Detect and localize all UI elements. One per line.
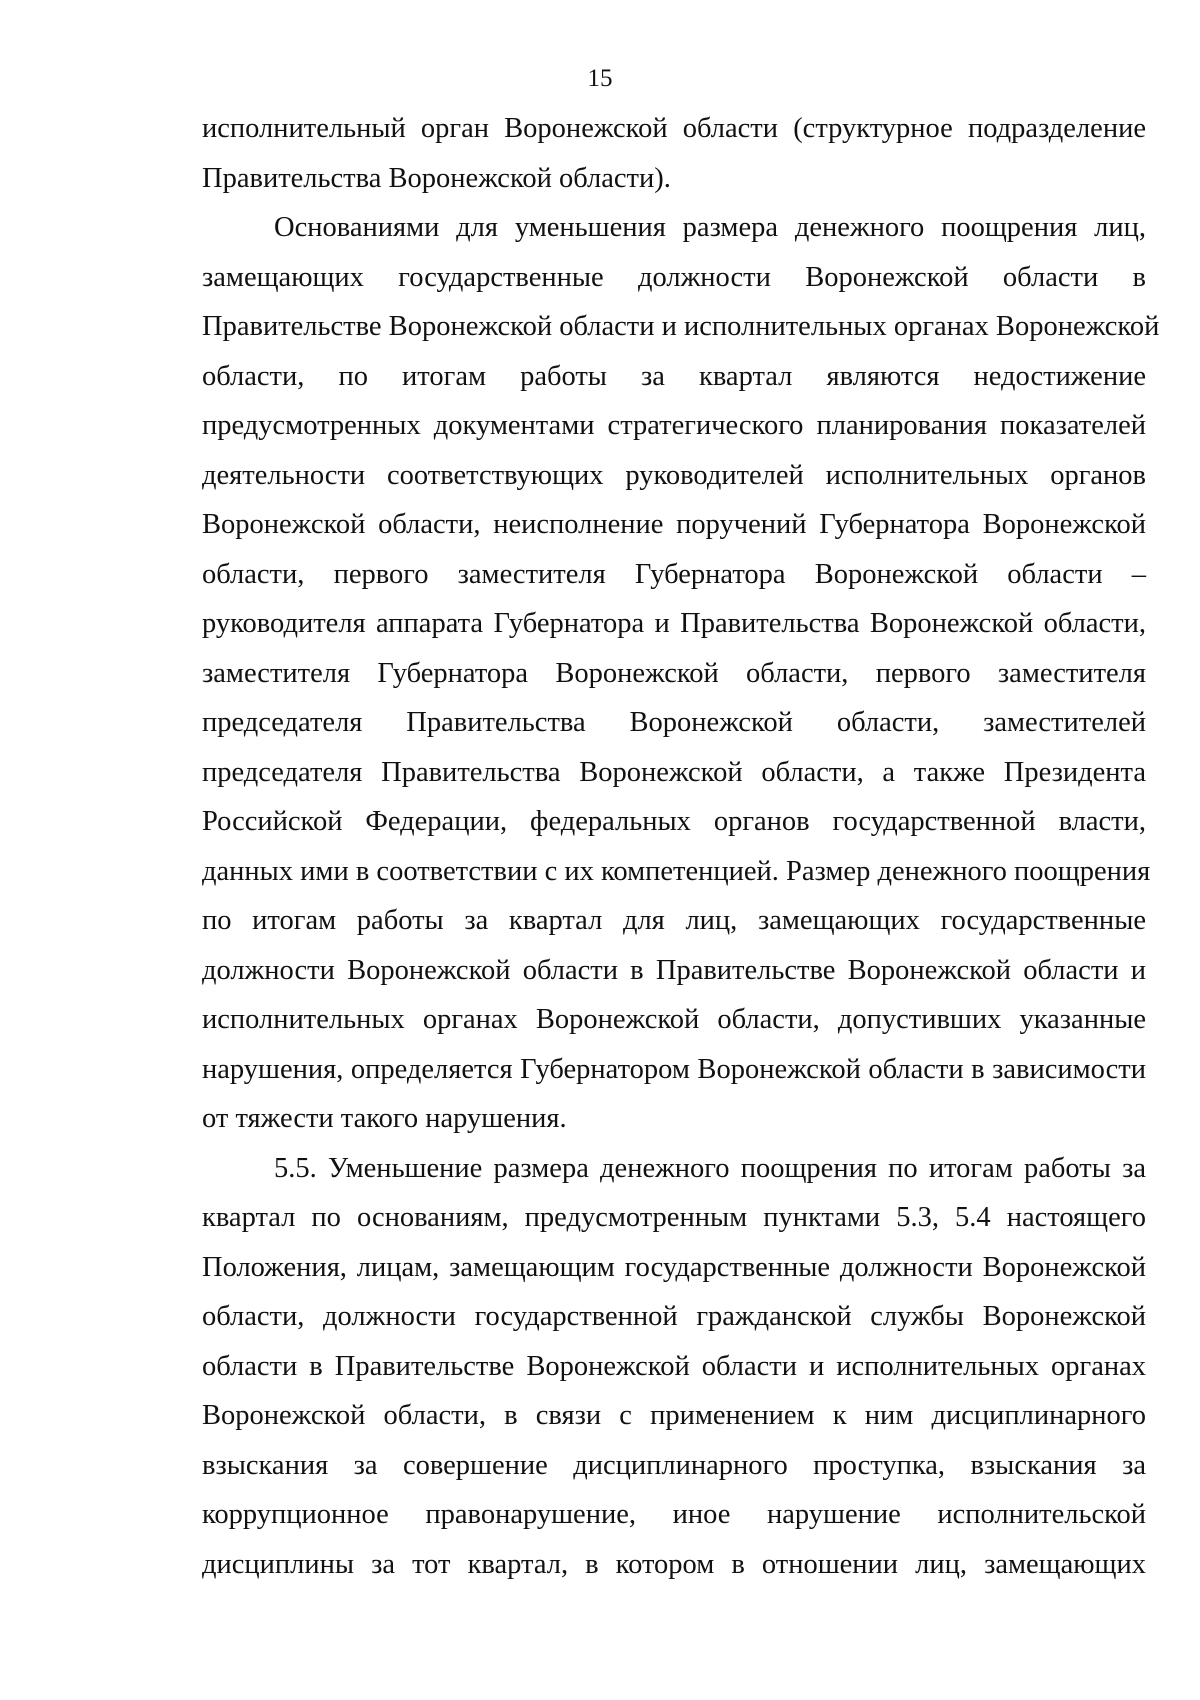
text-line: коррупционное правонарушение, иное нарушение исполнительской (202, 1499, 1146, 1530)
text-line: Положения, лицам, замещающим государственные должности Воронежской (202, 1251, 1146, 1283)
text-line: председателя Правительства Воронежской области, а также Президента (202, 756, 1146, 788)
page-number: 15 (587, 65, 613, 92)
text-line: нарушения, определяется Губернатором Воронежской области в зависимости (202, 1053, 1146, 1085)
text-line: исполнительный орган Воронежской области (структурное подразделение (202, 113, 1146, 144)
text-line: Воронежской области, неисполнение поручений Губернатора Воронежской (202, 509, 1146, 540)
text-line: дисциплины за тот квартал, в котором в отношении лиц, замещающих (202, 1548, 1146, 1580)
text-line: Воронежской области, в связи с применением к ним дисциплинарного (202, 1400, 1146, 1431)
text-line: руководителя аппарата Губернатора и Правительства Воронежской области, (202, 608, 1146, 639)
text-line: Правительстве Воронежской области и исполнительных органах Воронежской (202, 311, 1160, 342)
text-line: квартал по основаниям, предусмотренным пунктами 5.3, 5.4 настоящего (202, 1202, 1146, 1233)
text-line: деятельности соответствующих руководителей исполнительных органов (202, 459, 1146, 491)
text-line: области, первого заместителя Губернатора Воронежской области – (202, 558, 1146, 590)
text-line: области в Правительстве Воронежской области и исполнительных органах (202, 1350, 1146, 1382)
text-line: Основаниями для уменьшения размера денежного поощрения лиц, (274, 212, 1146, 243)
text-line: Российской Федерации, федеральных органов государственной власти, (202, 806, 1146, 837)
text-line: взыскания за совершение дисциплинарного проступка, взыскания за (202, 1449, 1146, 1481)
text-line: области, по итогам работы за квартал являются недостижение (202, 360, 1146, 392)
text-line: Правительства Воронежской области). (202, 162, 671, 194)
document-body (202, 104, 1160, 1589)
text-line: исполнительных органах Воронежской области, допустивших указанные (202, 1004, 1146, 1035)
paragraph-continuation (202, 104, 1146, 203)
text-line: заместителя Губернатора Воронежской области, первого заместителя (202, 657, 1146, 689)
text-line: должности Воронежской области в Правительстве Воронежской области и (202, 954, 1146, 986)
text-line: по итогам работы за квартал для лиц, замещающих государственные (202, 905, 1146, 936)
paragraph-grounds-for-reduction (202, 203, 1160, 1144)
text-line: области, должности государственной гражданской службы Воронежской (202, 1301, 1146, 1332)
text-line: от тяжести такого нарушения. (202, 1103, 567, 1134)
text-line: 5.5. Уменьшение размера денежного поощрения по итогам работы за (274, 1152, 1146, 1184)
text-line: предусмотренных документами стратегического планирования показателей (202, 410, 1146, 441)
paragraph-5-5 (202, 1144, 1146, 1590)
text-line: замещающих государственные должности Воронежской области в (202, 261, 1146, 293)
text-line: председателя Правительства Воронежской области, заместителей (202, 707, 1146, 738)
text-line: данных ими в соответствии с их компетенцией. Размер денежного поощрения (202, 855, 1151, 887)
